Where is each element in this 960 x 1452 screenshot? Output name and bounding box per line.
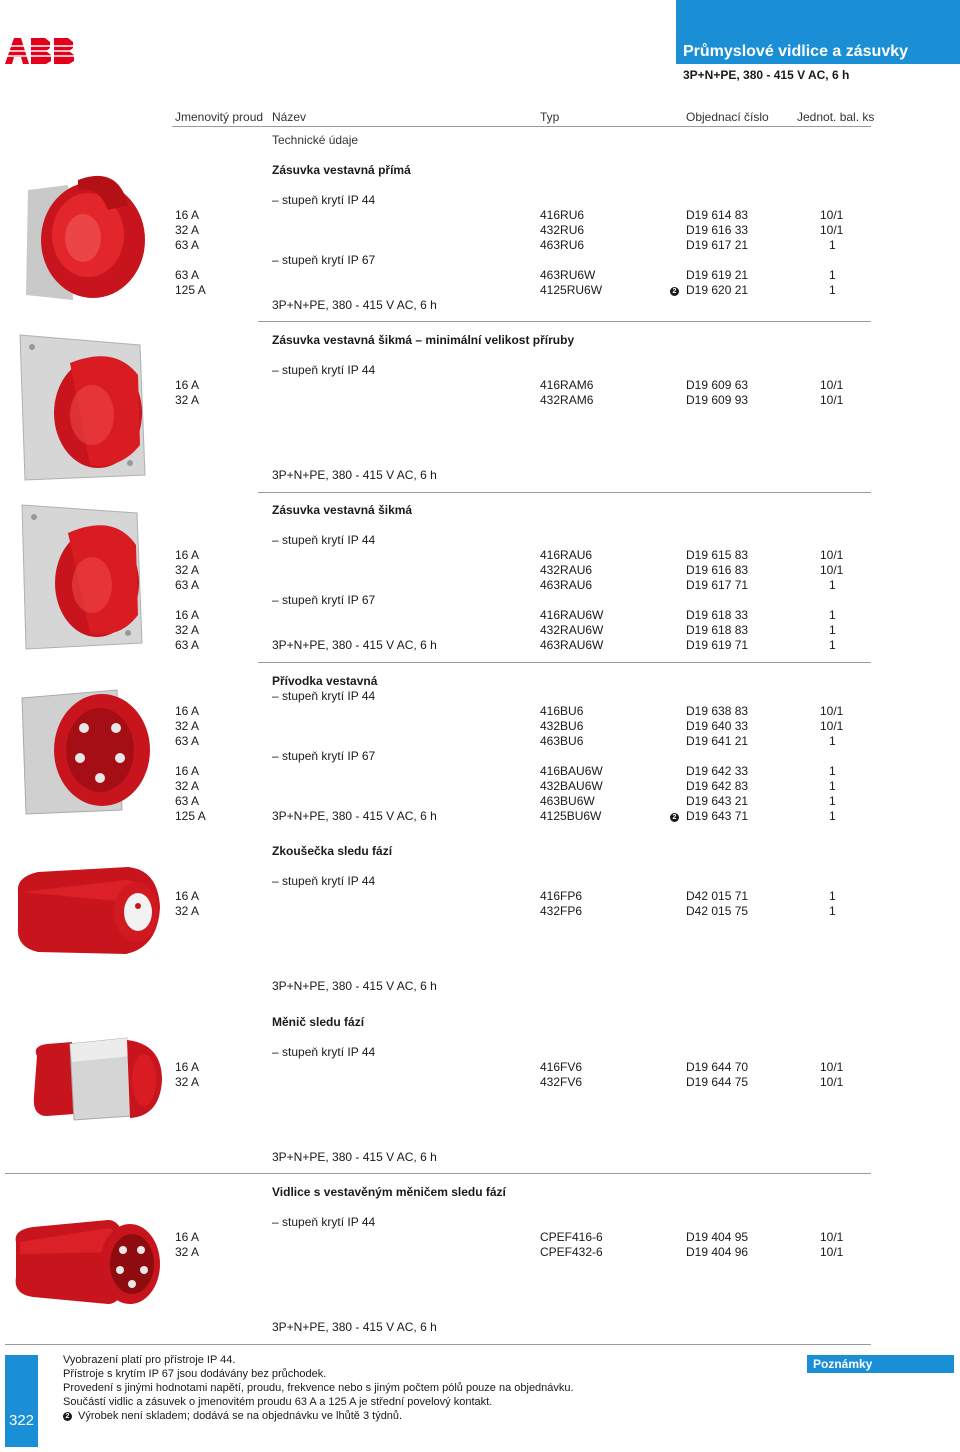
page-title: Průmyslové vidlice a zásuvky xyxy=(683,43,909,60)
cell-type: 463BU6 xyxy=(540,734,584,748)
cell-order: D19 619 71 xyxy=(686,638,749,652)
section-divider xyxy=(5,1344,871,1345)
cell-pack: 10/1 xyxy=(820,1060,844,1074)
section-title-3: Zásuvka vestavná šikmá xyxy=(272,503,413,517)
rating-text: 3P+N+PE, 380 - 415 V AC, 6 h xyxy=(272,1150,437,1164)
cell-current: 16 A xyxy=(175,704,200,718)
ip-label: – stupeň krytí IP 44 xyxy=(272,689,376,703)
cell-pack: 1 xyxy=(829,794,836,808)
cell-current: 125 A xyxy=(175,809,206,823)
ip-label: – stupeň krytí IP 44 xyxy=(272,533,376,547)
cell-pack: 10/1 xyxy=(820,563,844,577)
ip-label: – stupeň krytí IP 44 xyxy=(272,1215,376,1229)
page-number: 322 xyxy=(8,1412,35,1429)
cell-order: D19 644 70 xyxy=(686,1060,749,1074)
ip-label: – stupeň krytí IP 44 xyxy=(272,363,376,377)
product-image-panel-inlet xyxy=(22,690,152,815)
cell-type: 432FV6 xyxy=(540,1075,583,1089)
cell-current: 63 A xyxy=(175,734,200,748)
cell-current: 32 A xyxy=(175,223,200,237)
cell-pack: 1 xyxy=(829,283,836,297)
cell-type: 463BU6W xyxy=(540,794,595,808)
rating-text: 3P+N+PE, 380 - 415 V AC, 6 h xyxy=(272,979,437,993)
header-rule xyxy=(172,126,871,127)
cell-type: 4125BU6W xyxy=(540,809,602,823)
cell-type: 432BAU6W xyxy=(540,779,603,793)
footer-note: Vyobrazení platí pro přístroje IP 44. xyxy=(63,1354,236,1366)
notes-label: Poznámky xyxy=(813,1357,873,1371)
cell-order: D19 642 83 xyxy=(686,779,749,793)
cell-current: 32 A xyxy=(175,393,200,407)
product-image-plug-with-inverter xyxy=(8,1212,163,1312)
cell-current: 16 A xyxy=(175,1060,200,1074)
col-rated-current: Jmenovitý proud xyxy=(175,110,264,124)
cell-type: 463RAU6 xyxy=(540,578,593,592)
cell-current: 16 A xyxy=(175,1230,200,1244)
cell-order: D19 404 95 xyxy=(686,1230,749,1244)
cell-order: D19 609 63 xyxy=(686,378,749,392)
cell-pack: 1 xyxy=(829,578,836,592)
footer-note-marker-icon: 2 xyxy=(63,1410,76,1423)
rating-text: 3P+N+PE, 380 - 415 V AC, 6 h xyxy=(272,468,437,482)
cell-pack: 10/1 xyxy=(820,548,844,562)
cell-pack: 1 xyxy=(829,623,836,637)
cell-pack: 1 xyxy=(829,809,836,823)
cell-current: 16 A xyxy=(175,608,200,622)
rating-text: 3P+N+PE, 380 - 415 V AC, 6 h xyxy=(272,1320,437,1334)
cell-pack: 1 xyxy=(829,904,836,918)
page-number-box xyxy=(5,1355,38,1447)
cell-current: 16 A xyxy=(175,378,200,392)
col-type: Typ xyxy=(540,110,560,124)
cell-type: 432FP6 xyxy=(540,904,583,918)
cell-current: 32 A xyxy=(175,904,200,918)
cell-pack: 1 xyxy=(829,779,836,793)
cell-order: D19 620 21 xyxy=(686,283,749,297)
cell-pack: 10/1 xyxy=(820,378,844,392)
page-subtitle: 3P+N+PE, 380 - 415 V AC, 6 h xyxy=(683,68,850,82)
cell-order: D19 609 93 xyxy=(686,393,749,407)
product-image-phase-inverter xyxy=(32,1036,164,1126)
cell-order: D19 617 71 xyxy=(686,578,749,592)
ip-label: – stupeň krytí IP 67 xyxy=(272,253,376,267)
cell-order: D19 638 83 xyxy=(686,704,749,718)
cell-current: 16 A xyxy=(175,548,200,562)
cell-pack: 1 xyxy=(829,268,836,282)
cell-current: 63 A xyxy=(175,268,200,282)
col-pack: Jednot. bal. ks xyxy=(797,110,875,124)
cell-order: D19 614 83 xyxy=(686,208,749,222)
note-marker-icon: 2 xyxy=(670,283,683,297)
cell-type: 416RU6 xyxy=(540,208,585,222)
section-title-2: Zásuvka vestavná šikmá – minimální velikost příruby xyxy=(272,333,575,347)
cell-pack: 1 xyxy=(829,638,836,652)
cell-pack: 10/1 xyxy=(820,208,844,222)
rating-text: 3P+N+PE, 380 - 415 V AC, 6 h xyxy=(272,298,437,312)
cell-type: 432BU6 xyxy=(540,719,584,733)
cell-type: 416BAU6W xyxy=(540,764,603,778)
cell-order: D19 615 83 xyxy=(686,548,749,562)
cell-pack: 10/1 xyxy=(820,704,844,718)
section-title-1: Zásuvka vestavná přímá xyxy=(272,163,411,177)
cell-pack: 10/1 xyxy=(820,1075,844,1089)
cell-current: 32 A xyxy=(175,719,200,733)
cell-type: CPEF416-6 xyxy=(540,1230,603,1244)
cell-pack: 10/1 xyxy=(820,1245,844,1259)
cell-order: D19 643 71 xyxy=(686,809,749,823)
cell-current: 32 A xyxy=(175,1075,200,1089)
cell-order: D19 616 33 xyxy=(686,223,749,237)
cell-pack: 10/1 xyxy=(820,719,844,733)
ip-label: – stupeň krytí IP 44 xyxy=(272,193,376,207)
footer-note: Součástí vidlic a zásuvek o jmenovitém proudu 63 A a 125 A je střední povelový kontakt. xyxy=(63,1396,493,1408)
cell-current: 16 A xyxy=(175,889,200,903)
cell-current: 16 A xyxy=(175,208,200,222)
cell-type: 432RAM6 xyxy=(540,393,594,407)
cell-current: 63 A xyxy=(175,578,200,592)
rating-text: 3P+N+PE, 380 - 415 V AC, 6 h xyxy=(272,638,437,652)
cell-type: 416RAU6W xyxy=(540,608,604,622)
cell-type: CPEF432-6 xyxy=(540,1245,603,1259)
cell-pack: 1 xyxy=(829,238,836,252)
product-image-angled-socket xyxy=(22,505,150,651)
cell-type: 432RAU6 xyxy=(540,563,593,577)
section-title-4: Přívodka vestavná xyxy=(272,674,378,688)
cell-order: D19 404 96 xyxy=(686,1245,749,1259)
cell-type: 463RU6W xyxy=(540,268,596,282)
ip-label: – stupeň krytí IP 67 xyxy=(272,749,376,763)
cell-current: 125 A xyxy=(175,283,206,297)
cell-type: 416FV6 xyxy=(540,1060,583,1074)
section-title-6: Měnič sledu fází xyxy=(272,1015,365,1029)
ip-label: – stupeň krytí IP 44 xyxy=(272,1045,376,1059)
cell-type: 416BU6 xyxy=(540,704,584,718)
col-order: Objednací číslo xyxy=(686,110,769,124)
cell-type: 416RAM6 xyxy=(540,378,594,392)
cell-type: 463RAU6W xyxy=(540,638,604,652)
cell-type: 4125RU6W xyxy=(540,283,603,297)
cell-pack: 1 xyxy=(829,608,836,622)
footer-note: Provedení s jinými hodnotami napětí, proudu, frekvence nebo s jiným počtem pólů pouze na objednávku. xyxy=(63,1382,574,1394)
cell-order: D19 640 33 xyxy=(686,719,749,733)
section-divider xyxy=(5,1173,871,1174)
cell-current: 63 A xyxy=(175,238,200,252)
cell-pack: 1 xyxy=(829,889,836,903)
cell-pack: 1 xyxy=(829,764,836,778)
rating-text: 3P+N+PE, 380 - 415 V AC, 6 h xyxy=(272,809,437,823)
cell-current: 63 A xyxy=(175,794,200,808)
section-divider xyxy=(258,321,871,322)
col-tech: Technické údaje xyxy=(272,133,359,147)
col-name: Název xyxy=(272,110,307,124)
cell-current: 16 A xyxy=(175,764,200,778)
cell-current: 32 A xyxy=(175,1245,200,1259)
cell-order: D42 015 75 xyxy=(686,904,749,918)
cell-order: D19 618 83 xyxy=(686,623,749,637)
section-title-7: Vidlice s vestavěným měničem sledu fází xyxy=(272,1185,506,1199)
section-title-5: Zkoušečka sledu fází xyxy=(272,844,393,858)
cell-pack: 10/1 xyxy=(820,223,844,237)
ip-label: – stupeň krytí IP 67 xyxy=(272,593,376,607)
cell-order: D19 642 33 xyxy=(686,764,749,778)
cell-order: D42 015 71 xyxy=(686,889,749,903)
cell-type: 416RAU6 xyxy=(540,548,593,562)
cell-current: 63 A xyxy=(175,638,200,652)
cell-order: D19 616 83 xyxy=(686,563,749,577)
cell-current: 32 A xyxy=(175,563,200,577)
cell-type: 432RAU6W xyxy=(540,623,604,637)
section-divider xyxy=(258,662,871,663)
cell-order: D19 644 75 xyxy=(686,1075,749,1089)
abb-logo xyxy=(5,36,75,66)
ip-label: – stupeň krytí IP 44 xyxy=(272,874,376,888)
cell-current: 32 A xyxy=(175,623,200,637)
product-image-straight-socket xyxy=(18,160,148,310)
cell-pack: 10/1 xyxy=(820,1230,844,1244)
cell-order: D19 617 21 xyxy=(686,238,749,252)
cell-order: D19 641 21 xyxy=(686,734,749,748)
cell-order: D19 643 21 xyxy=(686,794,749,808)
footer-note: Výrobek není skladem; dodává se na objednávku ve lhůtě 3 týdnů. xyxy=(78,1410,403,1422)
cell-pack: 1 xyxy=(829,734,836,748)
cell-current: 32 A xyxy=(175,779,200,793)
footer-note: Přístroje s krytím IP 67 jsou dodávány bez průchodek. xyxy=(63,1368,327,1380)
cell-type: 416FP6 xyxy=(540,889,583,903)
cell-order: D19 618 33 xyxy=(686,608,749,622)
cell-order: D19 619 21 xyxy=(686,268,749,282)
note-marker-icon: 2 xyxy=(670,809,683,823)
cell-pack: 10/1 xyxy=(820,393,844,407)
section-divider xyxy=(258,492,871,493)
cell-type: 432RU6 xyxy=(540,223,585,237)
product-image-phase-tester xyxy=(8,862,163,962)
product-image-angled-socket-min-flange xyxy=(20,335,150,483)
cell-type: 463RU6 xyxy=(540,238,585,252)
